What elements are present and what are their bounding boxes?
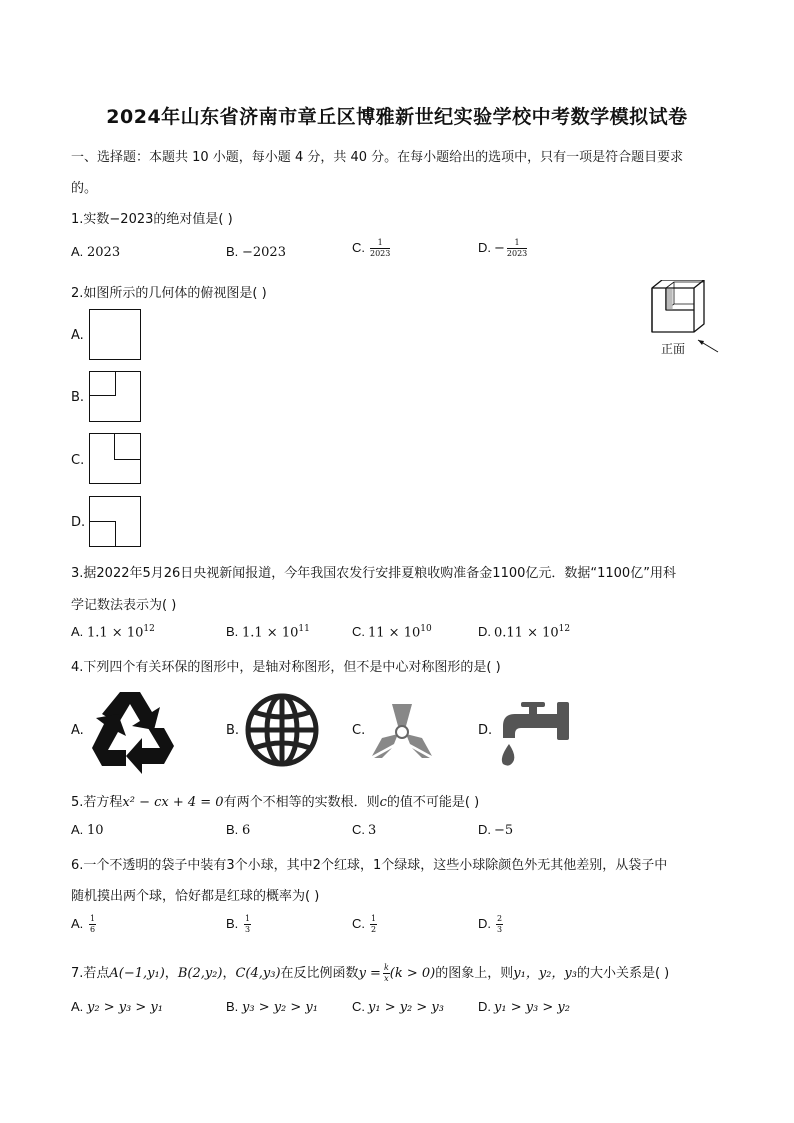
q6-option-b[interactable]: B. $\frac{1}{3}$ (226, 914, 251, 934)
fraction: $\frac{1}{2023}$ (370, 238, 391, 258)
question-6-stem: 6.一个不透明的袋子中装有3个小球，其中2个红球，1个绿球，这些小球除颜色外无其他差别，从袋子中 (71, 858, 668, 873)
q2-option-c-figure[interactable] (89, 433, 141, 484)
q2-option-a-label[interactable]: A. (71, 328, 84, 343)
question-5-stem: 5.若方程x² − cx + 4 = 0有两个不相等的实数根．则c的值不可能是( ) (71, 795, 480, 810)
q2-option-b-label[interactable]: B. (71, 390, 85, 405)
section-instruction: 一、选择题：本题共 10 小题，每小题 4 分，共 40 分。在每小题给出的选项中，只有一项是符合题目要求 (71, 150, 684, 165)
q1-option-b[interactable]: B. −2023 (226, 244, 286, 260)
globe-icon[interactable] (244, 692, 320, 772)
q6-option-c[interactable]: C. $\frac{1}{2}$ (352, 914, 377, 934)
q7-option-c[interactable]: C. y₁ > y₂ > y₃ (352, 999, 444, 1015)
q3-option-d[interactable]: D. $0.11 \times 10^{12}$ (478, 624, 571, 641)
radiation-icon[interactable] (370, 700, 434, 764)
q2-option-d-label[interactable]: D. (71, 515, 86, 530)
q2-option-c-label[interactable]: C. (71, 453, 85, 468)
question-6-stem-cont: 随机摸出两个球，恰好都是红球的概率为( ) (71, 889, 320, 904)
fraction: $\frac{1}{6}$ (90, 914, 96, 934)
page-title: 2024年山东省济南市章丘区博雅新世纪实验学校中考数学模拟试卷 (106, 106, 688, 128)
q7-option-b[interactable]: B. y₃ > y₂ > y₁ (226, 999, 318, 1015)
fraction: $\frac{k}{x}$ (383, 963, 389, 983)
fraction: $\frac{1}{3}$ (245, 914, 251, 934)
q7-option-d[interactable]: D. y₁ > y₃ > y₂ (478, 999, 570, 1015)
inner-square (89, 521, 116, 547)
q5-option-b[interactable]: B. 6 (226, 822, 251, 838)
question-7-stem: 7.若点A(−1,y₁)，B(2,y₂)，C(4,y₃)在反比例函数y = $\frac{k}{x}$ (k > 0)的图象上，则y₁，y₂，y₃的大小关系是( ) (71, 963, 670, 983)
q4-option-c-label[interactable]: C. (352, 723, 366, 738)
q1-option-d[interactable]: D. − $\frac{1}{2023}$ (478, 238, 528, 258)
q5-option-a[interactable]: A. 10 (71, 822, 104, 838)
inner-square (114, 433, 141, 460)
question-3-stem-cont: 学记数法表示为( ) (71, 598, 177, 613)
q3-option-a[interactable]: A. $1.1 \times 10^{12}$ (71, 624, 155, 641)
fraction: $\frac{2}{3}$ (497, 914, 503, 934)
inner-square (89, 371, 116, 396)
recycle-icon[interactable] (90, 686, 182, 778)
figure-front-label: 正面 (661, 342, 686, 356)
q2-option-d-figure[interactable] (89, 496, 141, 547)
q3-option-c[interactable]: C. $11 \times 10^{10}$ (352, 624, 432, 641)
q6-option-a[interactable]: A. $\frac{1}{6}$ (71, 914, 96, 934)
question-3-stem: 3.据2022年5月26日央视新闻报道，今年我国农发行安排夏粮收购准备金1100亿元．数据“1100亿”用科 (71, 566, 676, 581)
q4-option-b-label[interactable]: B. (226, 723, 240, 738)
q6-option-d[interactable]: D. $\frac{2}{3}$ (478, 914, 503, 934)
q4-option-a-label[interactable]: A. (71, 723, 84, 738)
q1-option-c[interactable]: C. $\frac{1}{2023}$ (352, 238, 391, 258)
q4-option-d-label[interactable]: D. (478, 723, 493, 738)
q2-option-a-figure[interactable] (89, 309, 141, 360)
q5-option-c[interactable]: C. 3 (352, 822, 377, 838)
question-2-stem: 2.如图所示的几何体的俯视图是( ) (71, 286, 267, 301)
section-instruction-cont: 的。 (71, 181, 98, 196)
faucet-icon[interactable] (497, 700, 571, 774)
fraction: $\frac{1}{2}$ (371, 914, 377, 934)
fraction: $\frac{1}{2023}$ (506, 238, 528, 258)
q5-option-d[interactable]: D. −5 (478, 822, 514, 838)
q2-option-b-figure[interactable] (89, 371, 141, 422)
q7-option-a[interactable]: A. y₂ > y₃ > y₁ (71, 999, 163, 1015)
q1-option-a[interactable]: A. 2023 (71, 244, 121, 260)
question-4-stem: 4.下列四个有关环保的图形中，是轴对称图形，但不是中心对称图形的是( ) (71, 660, 501, 675)
q3-option-b[interactable]: B. $1.1 \times 10^{11}$ (226, 624, 310, 641)
question-1-stem: 1.实数−2023的绝对值是( ) (71, 212, 233, 227)
